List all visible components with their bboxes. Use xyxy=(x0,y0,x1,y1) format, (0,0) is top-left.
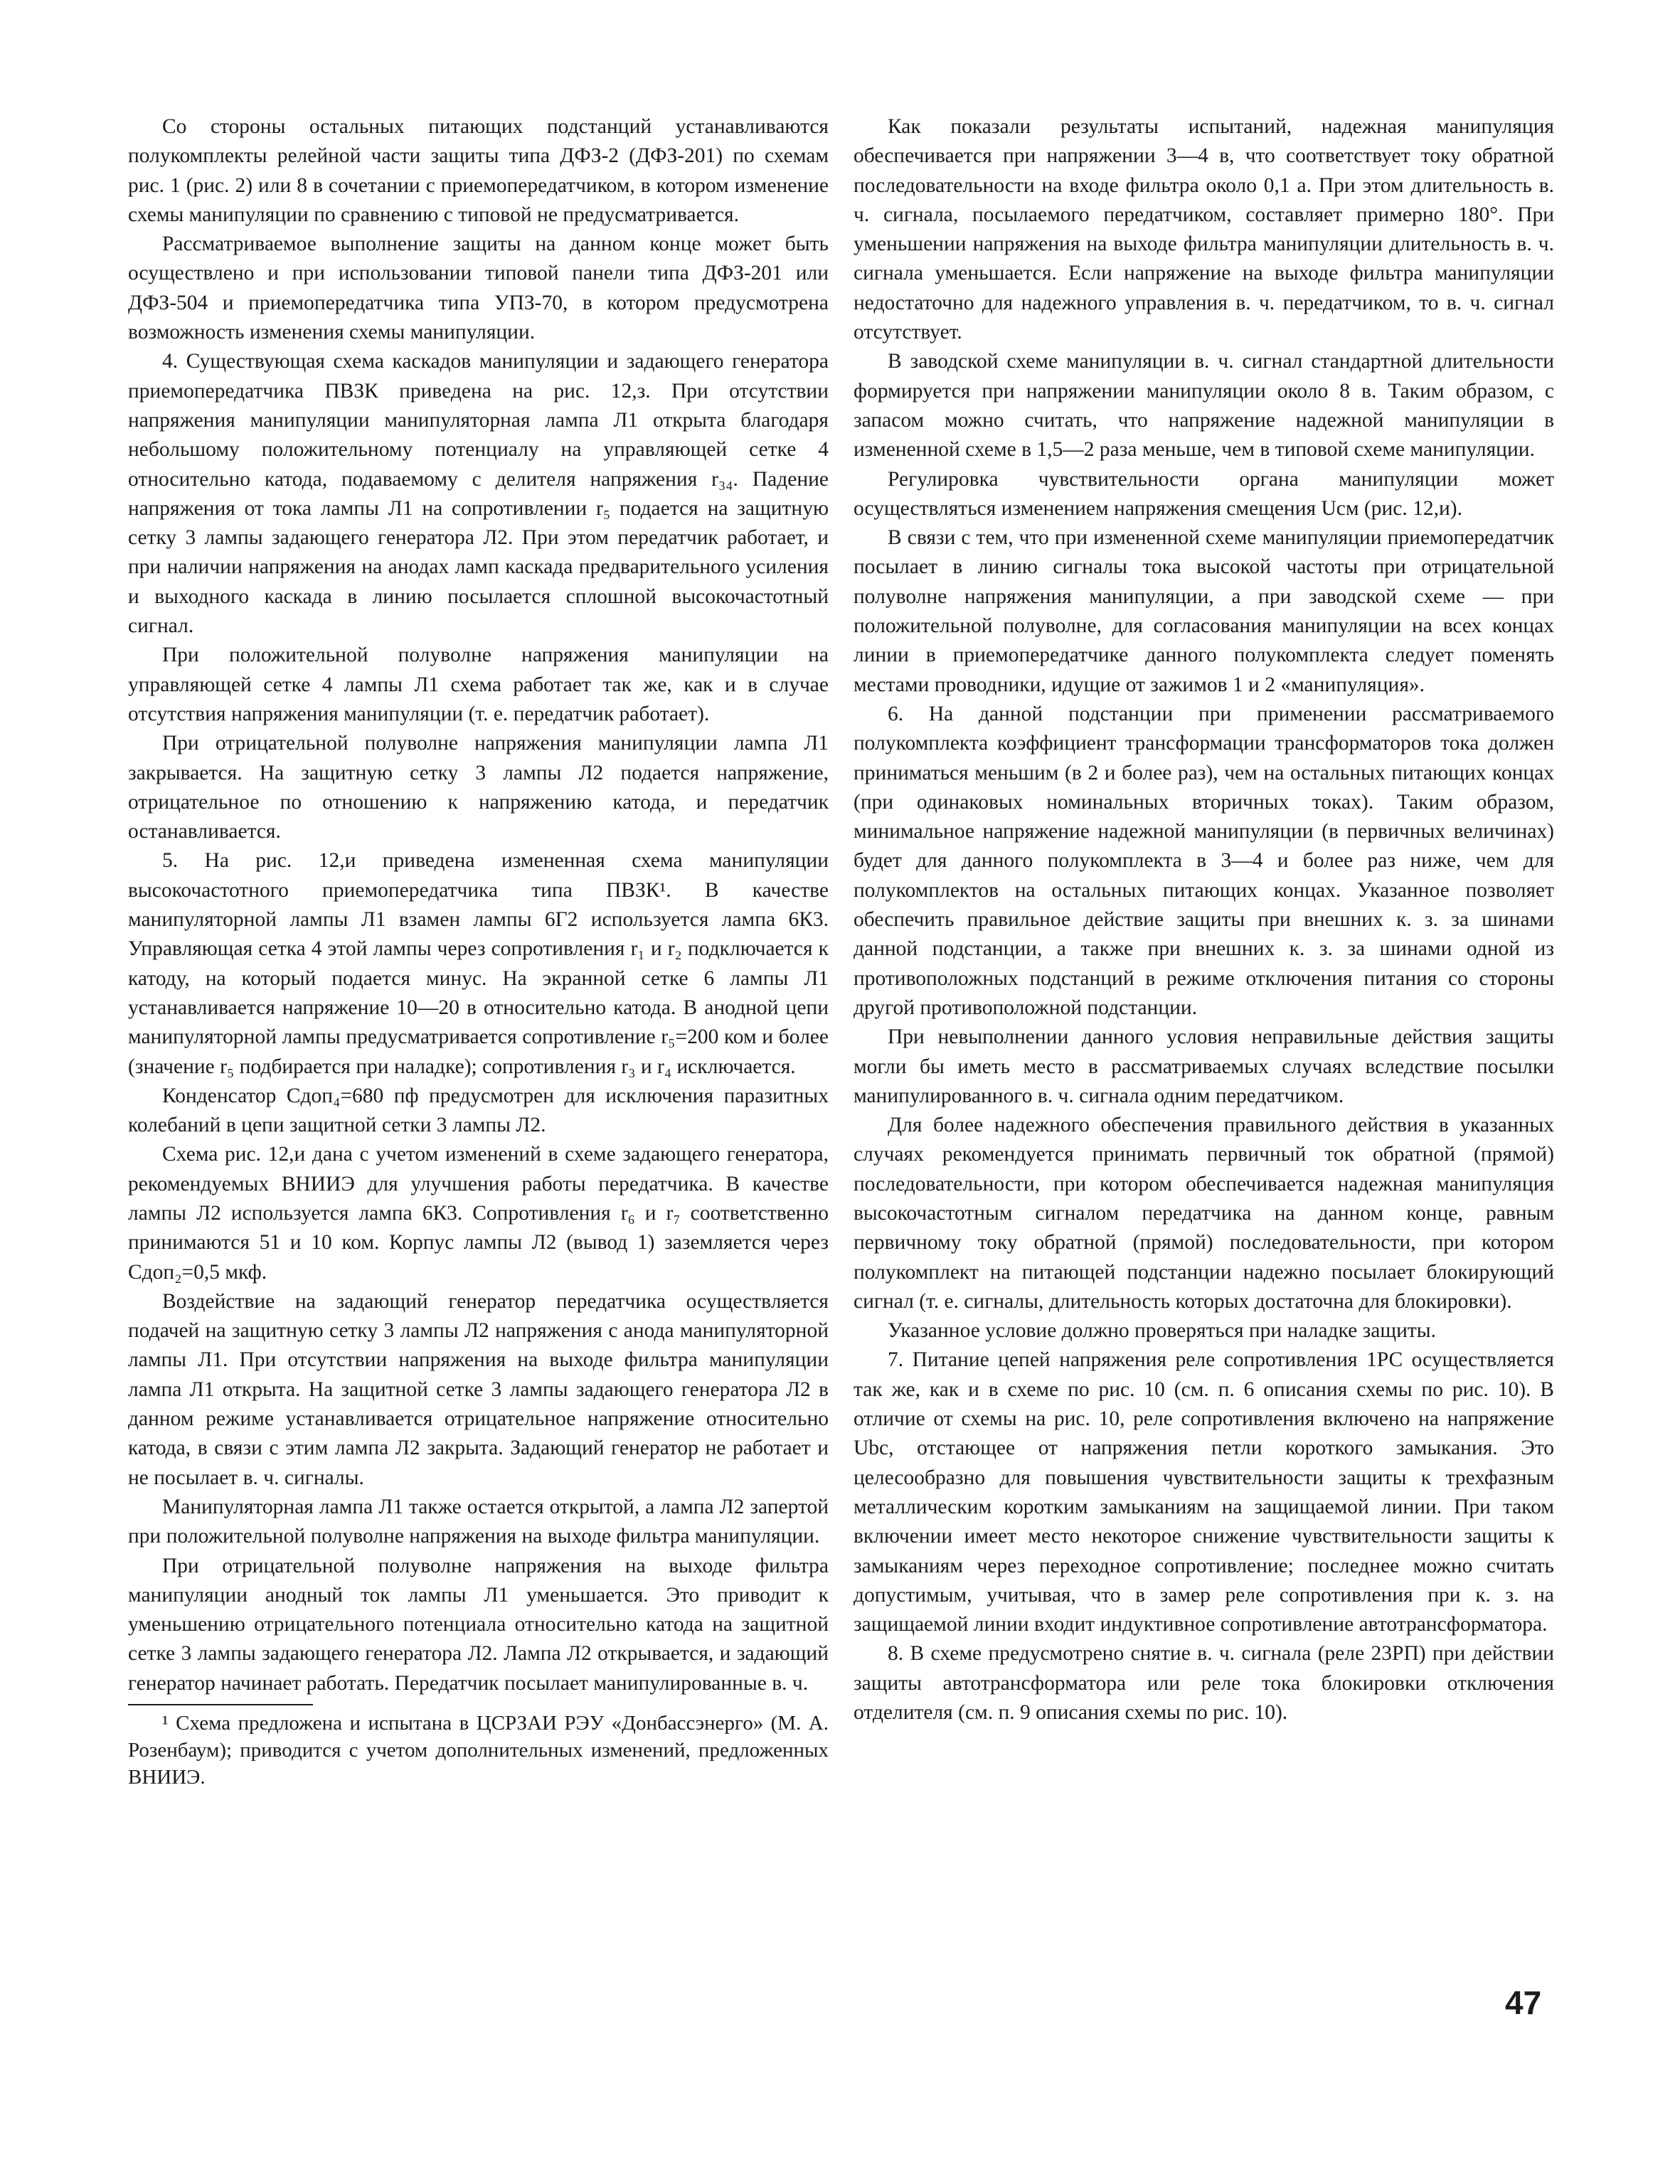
paragraph: 8. В схеме предусмотрено снятие в. ч. сигнала (реле 23РП) при действии защиты автотрансформатора или реле тока блокировки отключения отделителя (см. п. 9 описания схемы по рис. 10). xyxy=(854,1642,1554,1725)
paragraph: 7. Питание цепей напряжения реле сопротивления 1РС осуществляется так же, как и в схеме по рис. 10 (см. п. 6 описания схемы по рис. 10). В отличие от схемы на рис. 10, реле сопротивления включено на напряжение Ubc, отстающее от напряжения петли короткого замыкания. Это целесообразно для повышения чувствительности защиты к трехфазным металлическим коротким замыканиям на защищаемой линии. При таком включении имеет место некоторое снижение чувствительности защиты к замыканиям через переходное сопротивление; последнее можно считать допустимым, учитывая, что в замер реле сопротивления при к. з. на защищаемой линии входит индуктивное сопротивление автотрансформатора. xyxy=(854,1348,1554,1636)
paragraph: Указанное условие должно проверяться при наладке защиты. xyxy=(888,1319,1436,1343)
paragraph: Воздействие на задающий генератор передатчика осуществляется подачей на защитную сетку 3 лампы Л2 напряжения с анода манипуляторной лампы Л1. При отсутствии напряжения на выходе фильтра манипуляции лампа Л1 открыта. На защитной сетке 3 лампы задающего генератора Л2 в данном режиме устанавливается отрицательное напряжение относительно катода, в связи с этим лампа Л2 закрыта. Задающий генератор не работает и не посылает в. ч. сигналы. xyxy=(128,1289,829,1489)
paragraph: Как показали результаты испытаний, надежная манипуляция обеспечивается при напряжении 3—4 в, что соответствует току обратной последовательности на входе фильтра около 0,1 а. При этом длительность в. ч. сигнала, посылаемого передатчиком, составляет примерно 180°. При уменьшении напряжения на выходе фильтра манипуляции длительность в. ч. сигнала уменьшается. Если напряжение на выходе фильтра манипуляции недостаточно для надежного управления в. ч. передатчиком, то в. ч. сигнал отсутствует. xyxy=(854,115,1554,344)
paragraph: 4. Существующая схема каскадов манипуляции и задающего генератора приемопередатчика ПВЗК приведена на рис. 12,з. При отсутствии напряжения манипуляции манипуляторная лампа Л1 открыта благодаря небольшому положительному потенциалу на управляющей сетке 4 относительно катода, подаваемому с делителя напряжения r₃₄. Падение напряжения от тока лампы Л1 на сопротивлении r₅ подается на защитную сетку 3 лампы задающего генератора Л2. При этом передатчик работает, и при наличии напряжения на анодах ламп каскада предварительного усиления и выходного каскада в линию посылается сплошной высокочастотный сигнал. xyxy=(128,350,829,638)
left-column xyxy=(128,112,829,1791)
paragraph: Регулировка чувствительности органа манипуляции может осуществляться изменением напряжения смещения Uсм (рис. 12,и). xyxy=(854,467,1554,520)
paragraph: Рассматриваемое выполнение защиты на данном конце может быть осуществлено и при использовании типовой панели типа ДФЗ-201 или ДФЗ-504 и приемопередатчика типа УПЗ-70, в котором предусмотрена возможность изменения схемы манипуляции. xyxy=(128,233,829,344)
paragraph: Манипуляторная лампа Л1 также остается открытой, а лампа Л2 запертой при положительной полуволне напряжения на выходе фильтра манипуляции. xyxy=(128,1495,829,1548)
paragraph: Со стороны остальных питающих подстанций устанавливаются полукомплекты релейной части защиты типа ДФЗ-2 (ДФЗ-201) по схемам рис. 1 (рис. 2) или 8 в сочетании с приемопередатчиком, в котором изменение схемы манипуляции по сравнению с типовой не предусматривается. xyxy=(128,115,829,226)
paragraph: В связи с тем, что при измененной схеме манипуляции приемопередатчик посылает в линию сигналы тока высокой частоты при отрицательной полуволне напряжения манипуляции, а при заводской схеме — при положительной полуволне, для согласования манипуляции на всех концах линии в приемопередатчике данного полукомплекта следует поменять местами проводники, идущие от зажимов 1 и 2 «манипуляция». xyxy=(854,526,1554,696)
paragraph: Для более надежного обеспечения правильного действия в указанных случаях рекомендуется принимать первичный ток обратной (прямой) последовательности, при котором обеспечивается надежная манипуляция высокочастотным сигналом передатчика на данном конце, равным первичному току обратной (прямой) последовательности, при котором полукомплект на питающей подстанции надежно посылает блокирующий сигнал (т. е. сигналы, длительность которых достаточна для блокировки). xyxy=(854,1114,1554,1313)
paragraph: 6. На данной подстанции при применении рассматриваемого полукомплекта коэффициент трансформации трансформаторов тока должен приниматься меньшим (в 2 и более раз), чем на остальных питающих концах (при одинаковых номинальных вторичных токах). Таким образом, минимальное напряжение надежной манипуляции (в первичных величинах) будет для данного полукомплекта в 3—4 и более раз ниже, чем для полукомплектов на остальных питающих концах. Указанное позволяет обеспечить правильное действие защиты при внешних к. з. за шинами данной подстанции, а также при внешних к. з. за шинами одной из противоположных подстанций в режиме отключения питания со стороны другой противоположной подстанции. xyxy=(854,702,1554,1019)
right-column xyxy=(854,112,1554,1727)
paragraph: При невыполнении данного условия неправильные действия защиты могли бы иметь место в рассматриваемых случаях вследствие посылки манипулированного в. ч. сигнала одним передатчиком. xyxy=(854,1026,1554,1107)
paragraph: В заводской схеме манипуляции в. ч. сигнал стандартной длительности формируется при напряжении манипуляции около 8 в. Таким образом, с запасом можно считать, что напряжение надежной манипуляции в измененной схеме в 1,5—2 раза меньше, чем в типовой схеме манипуляции. xyxy=(854,350,1554,462)
footnote: ¹ Схема предложена и испытана в ЦСРЗАИ РЭУ «Донбассэнерго» (М. А. Розенбаум); приводится с учетом дополнительных изменений, предложенных ВНИИЭ. xyxy=(128,1712,829,1789)
page-number: 47 xyxy=(1505,1984,1542,2021)
paragraph: При отрицательной полуволне напряжения манипуляции лампа Л1 закрывается. На защитную сетку 3 лампы Л2 подается напряжение, отрицательное по отношению к напряжению катода, и передатчик останавливается. xyxy=(128,732,829,843)
footnote-divider xyxy=(128,1704,313,1705)
paragraph: Конденсатор Сдоп₄=680 пф предусмотрен для исключения паразитных колебаний в цепи защитной сетки 3 лампы Л2. xyxy=(128,1084,829,1137)
paragraph: При отрицательной полуволне напряжения на выходе фильтра манипуляции анодный ток лампы Л1 уменьшается. Это приводит к уменьшению отрицательного потенциала относительно катода на защитной сетке 3 лампы задающего генератора Л2. Лампа Л2 открывается, и задающий генератор начинает работать. Передатчик посылает манипулированные в. ч. xyxy=(128,1554,829,1695)
paragraph: При положительной полуволне напряжения манипуляции на управляющей сетке 4 лампы Л1 схема работает так же, как и в случае отсутствия напряжения манипуляции (т. е. передатчик работает). xyxy=(128,644,829,725)
paragraph: Схема рис. 12,и дана с учетом изменений в схеме задающего генератора, рекомендуемых ВНИИЭ для улучшения работы передатчика. В качестве лампы Л2 используется лампа 6К3. Сопротивления r₆ и r₇ соответственно принимаются 51 и 10 ком. Корпус лампы Л2 (вывод 1) заземляется через Сдоп₂=0,5 мкф. xyxy=(128,1143,829,1284)
paragraph: 5. На рис. 12,и приведена измененная схема манипуляции высокочастотного приемопередатчика типа ПВЗК¹. В качестве манипуляторной лампы Л1 взамен лампы 6Г2 используется лампа 6К3. Управляющая сетка 4 этой лампы через сопротивления r₁ и r₂ подключается к катоду, на который подается минус. На экранной сетке 6 лампы Л1 устанавливается напряжение 10—20 в относительно катода. В анодной цепи манипуляторной лампы предусматривается сопротивление r₅=200 ком и более (значение r₅ подбирается при наладке); сопротивления r₃ и r₄ исключается. xyxy=(128,849,829,1078)
